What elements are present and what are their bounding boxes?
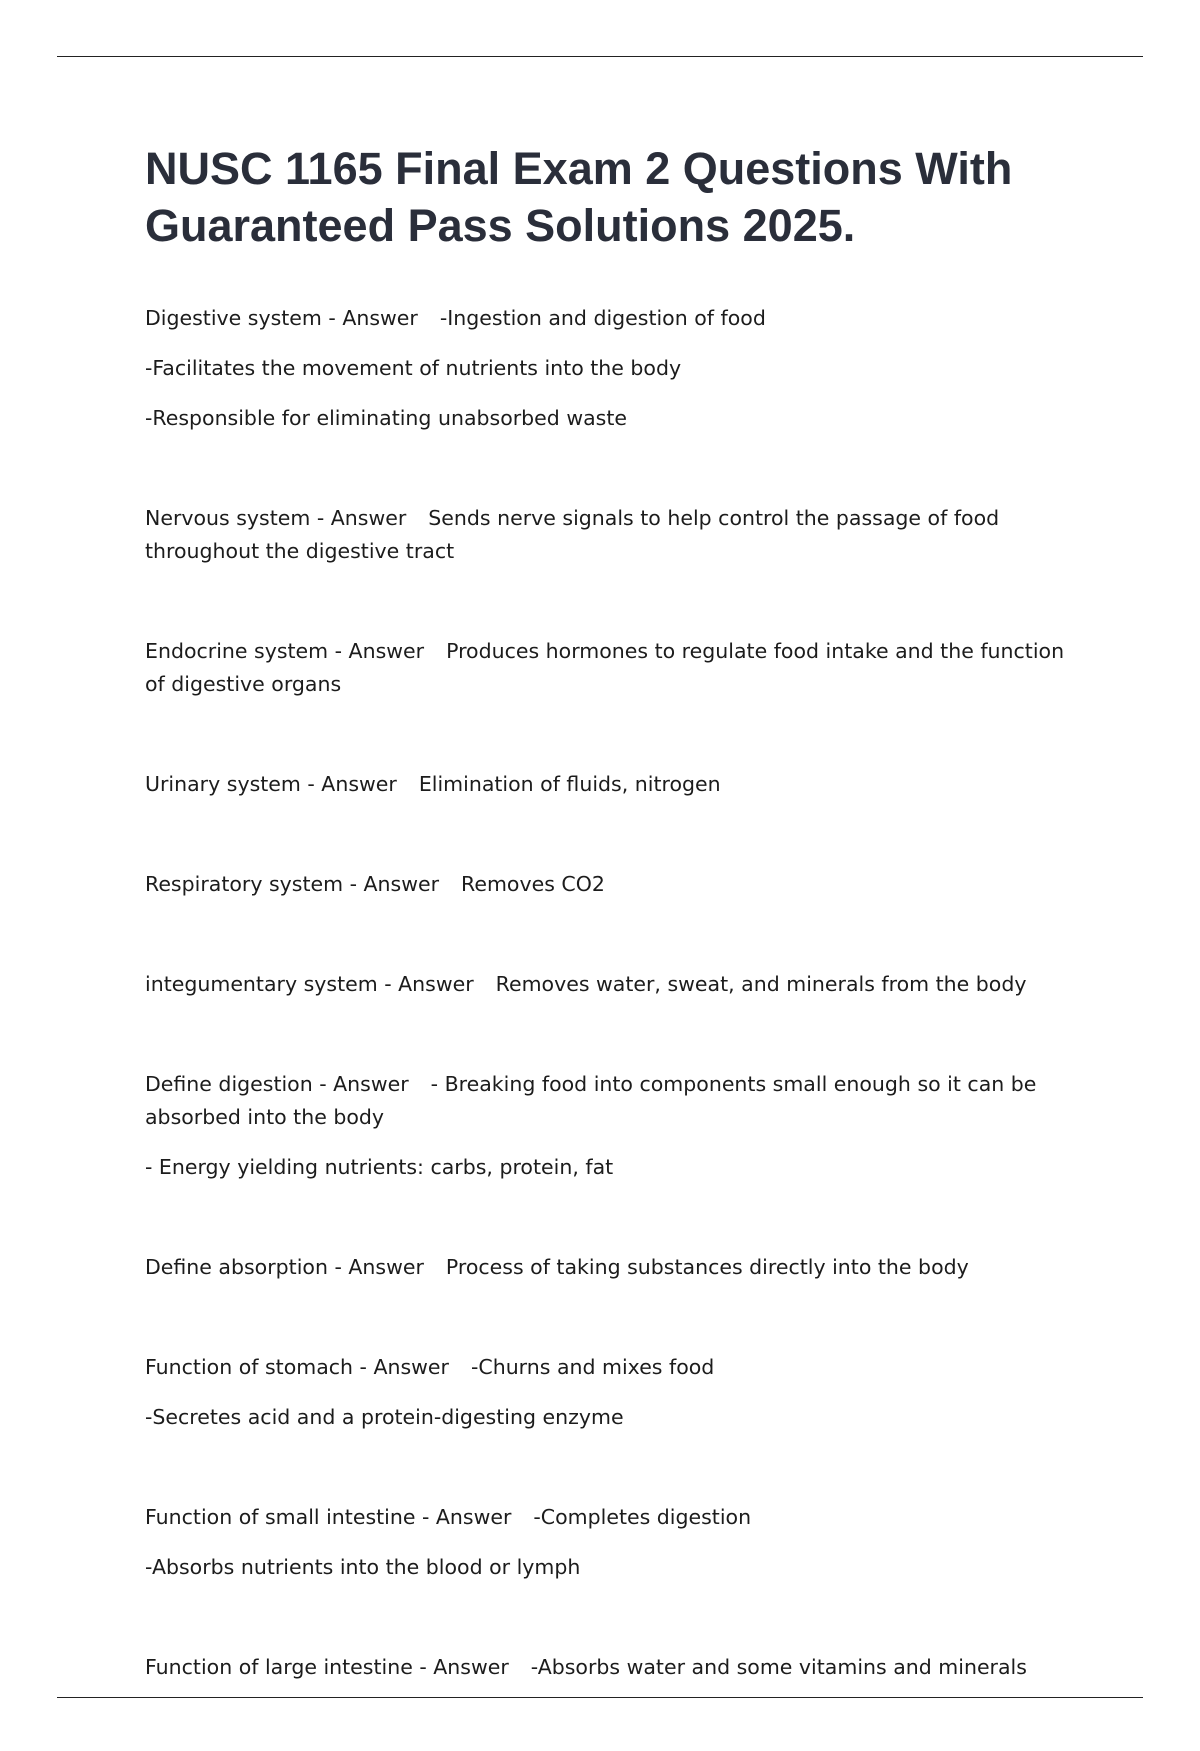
answer-text: Sends nerve signals to help control the passage of food throughout the digestive tract	[145, 506, 1000, 563]
qa-line	[145, 302, 1085, 335]
qa-entry-function-of-small-intestine	[145, 1501, 1085, 1584]
question-text: Function of large intestine - Answer	[145, 1655, 509, 1679]
qa-line	[145, 1251, 1085, 1284]
answer-extra-line: - Energy yielding nutrients: carbs, protein, fat	[145, 1155, 614, 1179]
question-text: Function of stomach - Answer	[145, 1355, 449, 1379]
question-text: Define absorption - Answer	[145, 1255, 424, 1279]
qa-line	[145, 635, 1085, 701]
answer-extra-line: -Secretes acid and a protein-digesting enzyme	[145, 1405, 624, 1429]
answer-text: Removes water, sweat, and minerals from the body	[495, 972, 1027, 996]
question-text: Urinary system - Answer	[145, 772, 397, 796]
qa-line	[145, 1501, 1085, 1534]
qa-entry-define-absorption	[145, 1251, 1085, 1284]
question-text: Respiratory system - Answer	[145, 872, 440, 896]
qa-entry-urinary-system	[145, 768, 1085, 801]
top-rule	[57, 56, 1143, 57]
qa-line	[145, 502, 1085, 568]
answer-text: -Ingestion and digestion of food	[439, 306, 766, 330]
answer-text: Removes CO2	[461, 872, 605, 896]
question-text: integumentary system - Answer	[145, 972, 474, 996]
qa-entry-define-digestion	[145, 1068, 1085, 1184]
answer-extra-line: -Facilitates the movement of nutrients into the body	[145, 356, 682, 380]
answer-text: -Completes digestion	[533, 1505, 752, 1529]
question-text: Digestive system - Answer	[145, 306, 418, 330]
qa-entry-respiratory-system	[145, 868, 1085, 901]
qa-entry-endocrine-system	[145, 635, 1085, 701]
answer-extra-line: -Responsible for eliminating unabsorbed waste	[145, 406, 627, 430]
qa-entry-function-of-stomach	[145, 1351, 1085, 1434]
bottom-rule	[57, 1697, 1143, 1698]
question-text: Nervous system - Answer	[145, 506, 407, 530]
question-text: Endocrine system - Answer	[145, 639, 425, 663]
qa-entry-nervous-system	[145, 502, 1085, 568]
qa-entry-function-of-large-intestine	[145, 1651, 1085, 1684]
document-title: NUSC 1165 Final Exam 2 Questions With Guaranteed Pass Solutions 2025.	[145, 143, 1013, 251]
answer-text: -Churns and mixes food	[470, 1355, 715, 1379]
qa-line	[145, 1651, 1085, 1684]
answer-text: Process of taking substances directly into the body	[445, 1255, 969, 1279]
qa-line	[145, 868, 1085, 901]
answer-text: Produces hormones to regulate food intake and the function of digestive organs	[145, 639, 1065, 696]
answer-text: - Breaking food into components small enough so it can be absorbed into the body	[145, 1072, 1037, 1129]
question-text: Function of small intestine - Answer	[145, 1505, 512, 1529]
qa-entry-digestive-system	[145, 302, 1085, 435]
answer-extra-line: -Absorbs nutrients into the blood or lymph	[145, 1555, 581, 1579]
document-body	[145, 140, 1085, 1751]
qa-entry-integumentary-system	[145, 968, 1085, 1001]
qa-line	[145, 1351, 1085, 1384]
qa-line	[145, 1068, 1085, 1134]
qa-line	[145, 968, 1085, 1001]
question-text: Define digestion - Answer	[145, 1072, 409, 1096]
answer-text: Elimination of fluids, nitrogen	[418, 772, 721, 796]
answer-text: -Absorbs water and some vitamins and minerals	[530, 1655, 1027, 1679]
qa-line	[145, 768, 1085, 801]
